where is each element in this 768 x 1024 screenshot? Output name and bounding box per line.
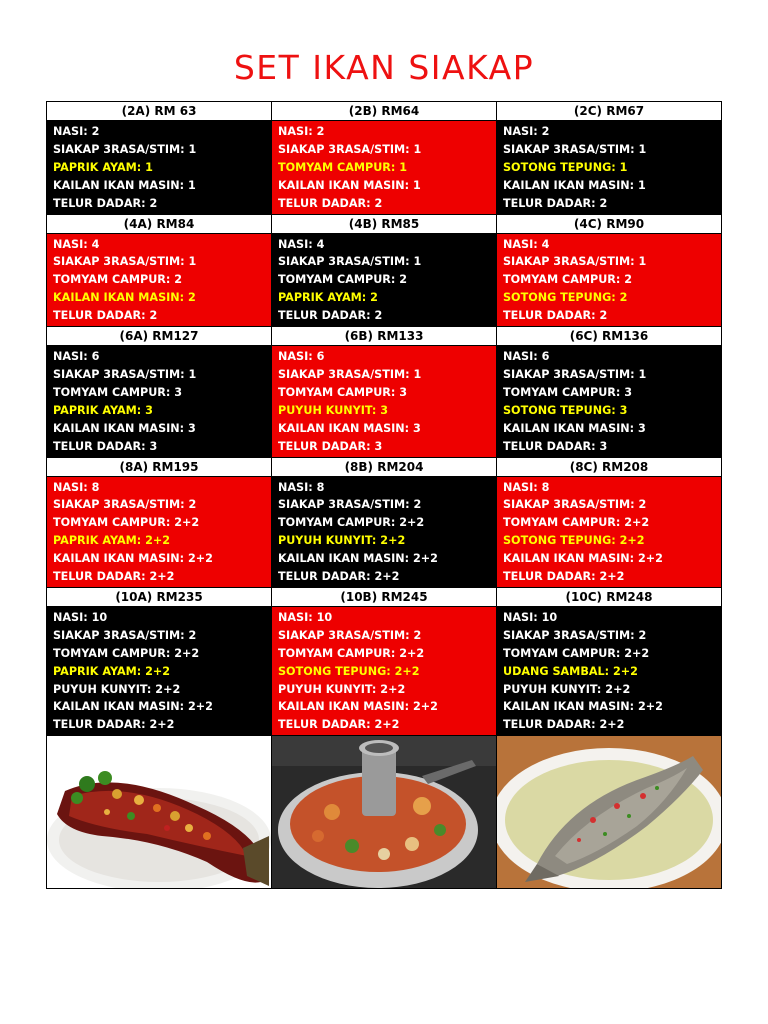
set-items-row xyxy=(47,346,722,457)
menu-item-line: TELUR DADAR: 2+2 xyxy=(53,570,175,584)
menu-item-line: SIAKAP 3RASA/STIM: 1 xyxy=(53,255,197,269)
menu-item-line: SIAKAP 3RASA/STIM: 2 xyxy=(53,498,197,512)
set-items-cell xyxy=(47,607,272,736)
menu-item-line: TOMYAM CAMPUR: 2+2 xyxy=(503,646,650,660)
menu-item-line: SOTONG TEPUNG: 2+2 xyxy=(503,534,645,548)
menu-item-line: NASI: 6 xyxy=(278,350,325,364)
menu-item-line: KAILAN IKAN MASIN: 3 xyxy=(503,421,646,435)
menu-item-line: KAILAN IKAN MASIN: 1 xyxy=(53,178,196,192)
menu-item-line: TELUR DADAR: 3 xyxy=(53,439,158,453)
tomyam-pot-image xyxy=(272,736,496,888)
menu-item-line: NASI: 10 xyxy=(53,610,108,624)
set-price-header: (10A) RM235 xyxy=(47,588,272,607)
set-items-cell xyxy=(497,477,722,588)
food-photo-row xyxy=(47,736,722,889)
menu-item-line: KAILAN IKAN MASIN: 2+2 xyxy=(503,552,663,566)
menu-item-line: PUYUH KUNYIT: 2+2 xyxy=(503,682,631,696)
menu-item-line: TELUR DADAR: 2 xyxy=(53,309,158,323)
set-items-cell xyxy=(47,477,272,588)
set-price-header: (10B) RM245 xyxy=(272,588,497,607)
menu-item-line: SIAKAP 3RASA/STIM: 1 xyxy=(503,142,647,156)
menu-item-line: TOMYAM CAMPUR: 2+2 xyxy=(503,516,650,530)
set-price-header: (6C) RM136 xyxy=(497,327,722,346)
set-price-header: (2B) RM64 xyxy=(272,102,497,121)
menu-item-line: KAILAN IKAN MASIN: 1 xyxy=(278,178,421,192)
menu-item-line: NASI: 2 xyxy=(278,125,325,138)
menu-item-line: TELUR DADAR: 3 xyxy=(278,439,383,453)
set-items-cell xyxy=(272,607,497,736)
set-price-header: (6B) RM133 xyxy=(272,327,497,346)
menu-item-line: PUYUH KUNYIT: 2+2 xyxy=(278,682,406,696)
menu-item-line: SOTONG TEPUNG: 2 xyxy=(503,291,628,305)
menu-item-line: KAILAN IKAN MASIN: 2+2 xyxy=(278,700,438,714)
set-items-cell xyxy=(272,477,497,588)
menu-item-line: SIAKAP 3RASA/STIM: 1 xyxy=(278,367,422,381)
menu-item-line: PAPRIK AYAM: 2 xyxy=(278,291,378,305)
menu-item-line: TELUR DADAR: 3 xyxy=(503,439,608,453)
menu-item-line: NASI: 6 xyxy=(503,350,550,364)
set-price-header: (8A) RM195 xyxy=(47,458,272,477)
menu-item-line: TOMYAM CAMPUR: 2+2 xyxy=(278,516,425,530)
menu-item-line: PAPRIK AYAM: 3 xyxy=(53,403,153,417)
menu-item-line: TELUR DADAR: 2 xyxy=(503,196,608,210)
set-items-cell xyxy=(272,121,497,215)
menu-item-line: SIAKAP 3RASA/STIM: 1 xyxy=(53,142,197,156)
set-items-row xyxy=(47,607,722,736)
menu-item-line: KAILAN IKAN MASIN: 2+2 xyxy=(503,700,663,714)
menu-item-line: SIAKAP 3RASA/STIM: 2 xyxy=(503,628,647,642)
menu-item-line: PUYUH KUNYIT: 3 xyxy=(278,403,389,417)
menu-item-line: SIAKAP 3RASA/STIM: 1 xyxy=(53,367,197,381)
menu-item-line: PAPRIK AYAM: 2+2 xyxy=(53,664,171,678)
menu-item-line: NASI: 8 xyxy=(278,480,325,494)
steamed-fish-image xyxy=(497,736,721,888)
set-items-cell xyxy=(497,607,722,736)
set-header-row xyxy=(47,458,722,477)
menu-item-line: KAILAN IKAN MASIN: 1 xyxy=(503,178,646,192)
menu-item-line: TOMYAM CAMPUR: 1 xyxy=(278,160,408,174)
menu-item-line: UDANG SAMBAL: 2+2 xyxy=(503,664,638,678)
menu-item-line: NASI: 8 xyxy=(503,480,550,494)
menu-item-line: KAILAN IKAN MASIN: 3 xyxy=(278,421,421,435)
menu-item-line: PUYUH KUNYIT: 2+2 xyxy=(53,682,181,696)
set-price-header: (8B) RM204 xyxy=(272,458,497,477)
menu-item-line: KAILAN IKAN MASIN: 2+2 xyxy=(53,552,213,566)
set-price-header: (4A) RM84 xyxy=(47,215,272,234)
set-header-row xyxy=(47,588,722,607)
menu-item-line: NASI: 4 xyxy=(53,237,100,251)
menu-item-line: SIAKAP 3RASA/STIM: 1 xyxy=(503,367,647,381)
menu-item-line: TELUR DADAR: 2+2 xyxy=(503,570,625,584)
page-title: SET IKAN SIAKAP xyxy=(233,48,535,87)
set-menu-table xyxy=(46,101,722,889)
menu-item-line: KAILAN IKAN MASIN: 2+2 xyxy=(278,552,438,566)
menu-item-line: KAILAN IKAN MASIN: 3 xyxy=(53,421,196,435)
set-header-row xyxy=(47,327,722,346)
menu-item-line: TELUR DADAR: 2 xyxy=(503,309,608,323)
set-items-cell xyxy=(497,346,722,457)
set-items-row xyxy=(47,121,722,215)
menu-item-line: KAILAN IKAN MASIN: 2+2 xyxy=(53,700,213,714)
menu-item-line: TELUR DADAR: 2+2 xyxy=(278,718,400,732)
menu-item-line: TELUR DADAR: 2 xyxy=(278,309,383,323)
set-price-header: (10C) RM248 xyxy=(497,588,722,607)
menu-item-line: SOTONG TEPUNG: 1 xyxy=(503,160,628,174)
set-items-cell xyxy=(272,346,497,457)
menu-item-line: TELUR DADAR: 2 xyxy=(278,196,383,210)
set-items-cell xyxy=(47,121,272,215)
menu-item-line: TOMYAM CAMPUR: 2+2 xyxy=(53,516,200,530)
menu-item-line: TOMYAM CAMPUR: 2 xyxy=(503,273,633,287)
set-items-cell xyxy=(497,121,722,215)
menu-item-line: NASI: 6 xyxy=(53,350,100,364)
set-price-header: (4C) RM90 xyxy=(497,215,722,234)
menu-item-line: PAPRIK AYAM: 1 xyxy=(53,160,153,174)
menu-item-line: SIAKAP 3RASA/STIM: 1 xyxy=(278,142,422,156)
tomyam-pot-photo xyxy=(272,736,497,889)
sweet-sour-fish-image xyxy=(47,736,271,888)
menu-item-line: NASI: 4 xyxy=(278,237,325,251)
menu-item-line: TOMYAM CAMPUR: 2 xyxy=(53,273,183,287)
steamed-fish-photo xyxy=(497,736,722,889)
menu-item-line: TOMYAM CAMPUR: 2 xyxy=(278,273,408,287)
set-items-row xyxy=(47,477,722,588)
set-header-row xyxy=(47,102,722,121)
menu-item-line: PUYUH KUNYIT: 2+2 xyxy=(278,534,406,548)
menu-item-line: NASI: 2 xyxy=(53,125,100,138)
menu-item-line: TOMYAM CAMPUR: 2+2 xyxy=(53,646,200,660)
sweet-sour-fish-photo xyxy=(47,736,272,889)
menu-item-line: TOMYAM CAMPUR: 3 xyxy=(53,385,183,399)
menu-item-line: TELUR DADAR: 2+2 xyxy=(278,570,400,584)
menu-item-line: TELUR DADAR: 2+2 xyxy=(503,718,625,732)
menu-item-line: PAPRIK AYAM: 2+2 xyxy=(53,534,171,548)
menu-item-line: KAILAN IKAN MASIN: 2 xyxy=(53,291,196,305)
menu-item-line: NASI: 10 xyxy=(503,610,558,624)
menu-item-line: SIAKAP 3RASA/STIM: 2 xyxy=(278,628,422,642)
menu-item-line: TOMYAM CAMPUR: 3 xyxy=(278,385,408,399)
menu-item-line: TOMYAM CAMPUR: 2+2 xyxy=(278,646,425,660)
menu-item-line: SIAKAP 3RASA/STIM: 2 xyxy=(503,498,647,512)
set-price-header: (2A) RM 63 xyxy=(47,102,272,121)
set-price-header: (4B) RM85 xyxy=(272,215,497,234)
menu-item-line: NASI: 2 xyxy=(503,125,550,138)
set-price-header: (6A) RM127 xyxy=(47,327,272,346)
menu-item-line: SIAKAP 3RASA/STIM: 1 xyxy=(278,255,422,269)
menu-item-line: SOTONG TEPUNG: 2+2 xyxy=(278,664,420,678)
set-items-cell xyxy=(47,346,272,457)
set-header-row xyxy=(47,215,722,234)
menu-item-line: TELUR DADAR: 2 xyxy=(53,196,158,210)
set-price-header: (2C) RM67 xyxy=(497,102,722,121)
set-items-row xyxy=(47,234,722,328)
menu-item-line: SIAKAP 3RASA/STIM: 1 xyxy=(503,255,647,269)
set-items-cell xyxy=(272,234,497,328)
menu-item-line: TELUR DADAR: 2+2 xyxy=(53,718,175,732)
menu-item-line: NASI: 10 xyxy=(278,610,333,624)
set-price-header: (8C) RM208 xyxy=(497,458,722,477)
menu-item-line: SIAKAP 3RASA/STIM: 2 xyxy=(278,498,422,512)
set-items-cell xyxy=(497,234,722,328)
menu-item-line: NASI: 4 xyxy=(503,237,550,251)
menu-item-line: SIAKAP 3RASA/STIM: 2 xyxy=(53,628,197,642)
set-items-cell xyxy=(47,234,272,328)
menu-item-line: TOMYAM CAMPUR: 3 xyxy=(503,385,633,399)
menu-item-line: NASI: 8 xyxy=(53,480,100,494)
menu-item-line: SOTONG TEPUNG: 3 xyxy=(503,403,628,417)
